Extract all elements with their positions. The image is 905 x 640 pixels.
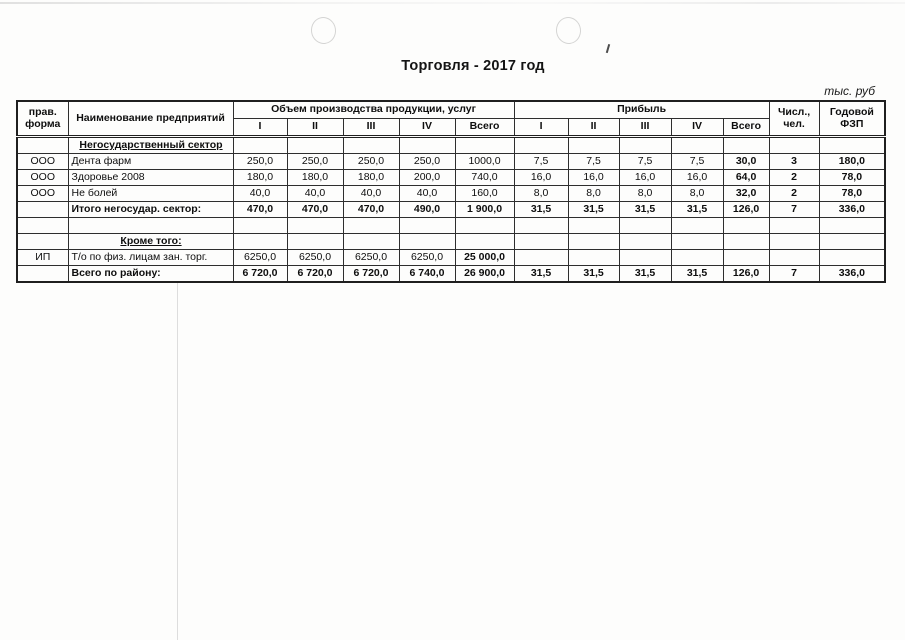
table-cell xyxy=(819,234,885,250)
grand-total-label: Всего по району: xyxy=(68,266,233,283)
col-header-q1: I xyxy=(514,119,568,137)
table-cell: 250,0 xyxy=(399,154,455,170)
table-cell: 6 720,0 xyxy=(233,266,287,283)
table-cell xyxy=(17,137,68,154)
table-cell xyxy=(769,218,819,234)
table-cell xyxy=(399,137,455,154)
table-cell xyxy=(287,137,343,154)
table-cell: 470,0 xyxy=(233,202,287,218)
table-cell xyxy=(568,250,619,266)
table-cell xyxy=(769,250,819,266)
table-cell xyxy=(68,218,233,234)
report-table xyxy=(16,100,886,283)
table-cell xyxy=(233,218,287,234)
table-row xyxy=(17,170,885,186)
table-cell xyxy=(514,234,568,250)
table-cell: 180,0 xyxy=(287,170,343,186)
table-cell: 78,0 xyxy=(819,186,885,202)
table-cell: 6250,0 xyxy=(399,250,455,266)
table-cell: 7 xyxy=(769,266,819,283)
table-cell: 31,5 xyxy=(568,202,619,218)
table-cell xyxy=(723,137,769,154)
subtotal-label: Итого негосудар. сектор: xyxy=(68,202,233,218)
table-cell: 160,0 xyxy=(455,186,514,202)
table-cell xyxy=(514,250,568,266)
table-cell: 64,0 xyxy=(723,170,769,186)
table-cell: 25 000,0 xyxy=(455,250,514,266)
table-cell: 470,0 xyxy=(343,202,399,218)
table-cell xyxy=(233,234,287,250)
table-cell: 126,0 xyxy=(723,266,769,283)
table-cell: 7,5 xyxy=(568,154,619,170)
table-cell: 31,5 xyxy=(514,202,568,218)
col-header-q4: IV xyxy=(399,119,455,137)
table-cell xyxy=(671,234,723,250)
table-cell: 31,5 xyxy=(619,266,671,283)
col-group-volume: Объем производства продукции, услуг xyxy=(233,101,514,119)
section-label: Негосударственный сектор xyxy=(68,137,233,154)
table-cell: 16,0 xyxy=(514,170,568,186)
col-header-headcount: Числ., чел. xyxy=(769,101,819,137)
document-title: Торговля - 2017 год xyxy=(401,58,545,74)
table-cell: 180,0 xyxy=(343,170,399,186)
table-cell: ООО xyxy=(17,154,68,170)
table-cell xyxy=(343,218,399,234)
hole-punch-mark-icon xyxy=(554,15,583,45)
scan-artifact-streak xyxy=(0,2,905,4)
table-row-subtotal xyxy=(17,202,885,218)
table-cell xyxy=(769,234,819,250)
table-cell: 336,0 xyxy=(819,266,885,283)
section-label: Кроме того: xyxy=(68,234,233,250)
table-cell xyxy=(514,137,568,154)
table-cell xyxy=(568,234,619,250)
table-cell xyxy=(819,137,885,154)
table-cell: 6 720,0 xyxy=(287,266,343,283)
table-cell: 6250,0 xyxy=(343,250,399,266)
col-header-total: Всего xyxy=(723,119,769,137)
table-cell: 740,0 xyxy=(455,170,514,186)
table-cell: 30,0 xyxy=(723,154,769,170)
col-header-total: Всего xyxy=(455,119,514,137)
table-cell: 250,0 xyxy=(287,154,343,170)
table-cell: 7 xyxy=(769,202,819,218)
enterprise-name-cell: Не болей xyxy=(68,186,233,202)
table-row xyxy=(17,250,885,266)
table-cell xyxy=(455,234,514,250)
enterprise-name-cell: Здоровье 2008 xyxy=(68,170,233,186)
table-cell: 180,0 xyxy=(233,170,287,186)
table-cell: 16,0 xyxy=(619,170,671,186)
table-cell: 6250,0 xyxy=(287,250,343,266)
scan-fold-line xyxy=(177,283,178,640)
table-row xyxy=(17,186,885,202)
units-note: тыс. руб xyxy=(824,84,875,98)
enterprise-name-cell: Т/о по физ. лицам зан. торг. xyxy=(68,250,233,266)
table-cell xyxy=(17,218,68,234)
table-cell xyxy=(671,137,723,154)
table-cell: 31,5 xyxy=(671,266,723,283)
table-cell: 31,5 xyxy=(671,202,723,218)
table-cell xyxy=(233,137,287,154)
table-cell xyxy=(769,137,819,154)
table-cell xyxy=(619,250,671,266)
table-cell: 126,0 xyxy=(723,202,769,218)
table-cell: 3 xyxy=(769,154,819,170)
table-cell: 336,0 xyxy=(819,202,885,218)
table-cell: 40,0 xyxy=(343,186,399,202)
table-row xyxy=(17,154,885,170)
table-cell: 7,5 xyxy=(671,154,723,170)
table-row-empty xyxy=(17,218,885,234)
table-cell xyxy=(399,218,455,234)
table-cell: 250,0 xyxy=(233,154,287,170)
table-cell xyxy=(568,137,619,154)
table-row-grand-total xyxy=(17,266,885,283)
table-cell: 8,0 xyxy=(568,186,619,202)
col-header-legal-form: прав. форма xyxy=(17,101,68,137)
table-cell xyxy=(723,234,769,250)
table-cell xyxy=(819,218,885,234)
table-cell: 2 xyxy=(769,170,819,186)
table-cell xyxy=(343,234,399,250)
table-cell: 8,0 xyxy=(671,186,723,202)
table-cell: ООО xyxy=(17,186,68,202)
table-cell: 31,5 xyxy=(568,266,619,283)
table-cell: 2 xyxy=(769,186,819,202)
table-cell xyxy=(819,250,885,266)
table-cell: 78,0 xyxy=(819,170,885,186)
table-cell: 490,0 xyxy=(399,202,455,218)
table-cell xyxy=(514,218,568,234)
table-cell: ООО xyxy=(17,170,68,186)
table-cell: ИП xyxy=(17,250,68,266)
table-cell xyxy=(723,218,769,234)
table-cell: 31,5 xyxy=(514,266,568,283)
table-cell xyxy=(619,218,671,234)
table-cell: 1 900,0 xyxy=(455,202,514,218)
scan-artifact-slash xyxy=(606,44,610,53)
table-cell: 1000,0 xyxy=(455,154,514,170)
table-cell xyxy=(17,266,68,283)
table-cell: 26 900,0 xyxy=(455,266,514,283)
table-cell xyxy=(619,137,671,154)
col-header-q2: II xyxy=(568,119,619,137)
col-group-profit: Прибыль xyxy=(514,101,769,119)
col-header-enterprise-name: Наименование предприятий xyxy=(68,101,233,137)
table-row xyxy=(17,137,885,154)
table-cell: 200,0 xyxy=(399,170,455,186)
table-cell xyxy=(17,234,68,250)
header-row-groups xyxy=(17,101,885,119)
hole-punch-mark-icon xyxy=(309,15,338,45)
table-cell xyxy=(455,218,514,234)
table-cell xyxy=(723,250,769,266)
table-cell: 16,0 xyxy=(671,170,723,186)
table-cell xyxy=(455,137,514,154)
table-cell: 7,5 xyxy=(514,154,568,170)
table-cell: 470,0 xyxy=(287,202,343,218)
table-cell xyxy=(343,137,399,154)
table-cell: 40,0 xyxy=(287,186,343,202)
table-cell: 6 720,0 xyxy=(343,266,399,283)
table-cell xyxy=(17,202,68,218)
table-cell: 40,0 xyxy=(233,186,287,202)
table-cell: 6250,0 xyxy=(233,250,287,266)
table-cell: 31,5 xyxy=(619,202,671,218)
table-cell: 6 740,0 xyxy=(399,266,455,283)
table-cell xyxy=(287,218,343,234)
col-header-annual-payroll: Годовой ФЗП xyxy=(819,101,885,137)
col-header-q4: IV xyxy=(671,119,723,137)
table-cell: 8,0 xyxy=(514,186,568,202)
table-cell xyxy=(287,234,343,250)
col-header-q1: I xyxy=(233,119,287,137)
col-header-q3: III xyxy=(619,119,671,137)
table-cell: 7,5 xyxy=(619,154,671,170)
table-cell xyxy=(671,218,723,234)
table-cell xyxy=(399,234,455,250)
table-cell: 8,0 xyxy=(619,186,671,202)
col-header-q2: II xyxy=(287,119,343,137)
table-row xyxy=(17,234,885,250)
table-cell: 250,0 xyxy=(343,154,399,170)
table-cell: 180,0 xyxy=(819,154,885,170)
table-cell: 32,0 xyxy=(723,186,769,202)
enterprise-name-cell: Дента фарм xyxy=(68,154,233,170)
table-cell: 40,0 xyxy=(399,186,455,202)
table-cell xyxy=(568,218,619,234)
col-header-q3: III xyxy=(343,119,399,137)
table-cell: 16,0 xyxy=(568,170,619,186)
table-cell xyxy=(619,234,671,250)
table-cell xyxy=(671,250,723,266)
